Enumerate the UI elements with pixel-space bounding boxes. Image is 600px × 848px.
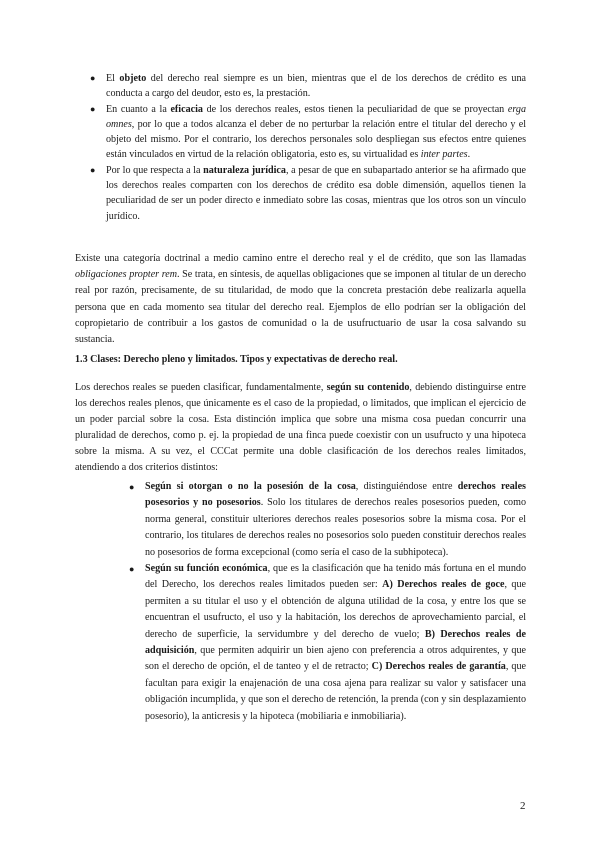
italic-term: obligaciones propter rem bbox=[75, 269, 178, 281]
bold-term: derechos reales posesorios y no posesorios bbox=[145, 481, 526, 509]
list-item bbox=[129, 479, 527, 561]
bold-term: Según si otorgan o no la posesión de la cosa bbox=[145, 481, 356, 492]
text: , que facultan para exigir la enajenación de una cosa ajena para realizar su valor y satisfacer una obligación incumplida, y que son el derecho de retención, la prenda (con y sin desplazamiento posesorio), la anticresis y la hipoteca (mobiliaria e inmobiliaria). bbox=[145, 661, 526, 722]
rights-comparison-list bbox=[90, 71, 527, 224]
text: En cuanto a la bbox=[106, 103, 171, 115]
bold-term: A) Derechos reales de goce bbox=[382, 579, 505, 591]
text: Los derechos reales se pueden clasificar, fundamentalmente, bbox=[75, 382, 327, 393]
text: . Solo los titulares de derechos reales posesorios pueden, como norma general, constituir ulteriores derechos reales posesorios sobre la misma cosa. Por el contrario, los titulares de derechos reales no posesorios solo pueden constituir derechos reales no posesorios de forma excepcional (como sería el caso de la subhipoteca). bbox=[145, 497, 527, 558]
bullet-icon: ● bbox=[129, 564, 135, 575]
bullet-icon: ● bbox=[90, 103, 96, 114]
bullet-icon: ● bbox=[90, 164, 96, 175]
text: , que permiten a su titular el uso y el obtención de alguna utilidad de la cosa, y entre los que se encuentran el usufructo, el uso y la habitación, los derechos de aprovechamiento parcial, el derecho de superficie, la servidumbre y del derecho de vuelo; bbox=[145, 579, 527, 640]
text: Por lo que respecta a la bbox=[106, 164, 204, 176]
text: del derecho real siempre es un bien, mientras que el de los derechos de crédito es una conducta a cargo del deudor, esto es, la prestación. bbox=[106, 73, 526, 100]
classification-paragraph bbox=[75, 380, 526, 477]
list-item bbox=[90, 102, 526, 163]
bullet-icon: ● bbox=[129, 482, 135, 492]
text: , que es la clasificación que ha tenido más fortuna en el mundo del Derecho, los derechos reales limitados pueden ser: bbox=[145, 563, 526, 591]
bold-term: Según su función económica bbox=[145, 563, 268, 575]
italic-term: erga omnes bbox=[106, 103, 526, 130]
text: , distinguiéndose entre bbox=[355, 481, 458, 492]
italic-term: inter partes bbox=[420, 149, 468, 161]
text: , a pesar de que en subapartado anterior se ha afirmado que los derechos reales comparten con los derechos de crédito esa doble dimensión, aquellos tienen la peculiaridad de ser un poder directo e inmediato sobre las cosas, mientras que los otros son un vínculo jurídico. bbox=[106, 164, 527, 222]
propter-rem-paragraph bbox=[75, 251, 526, 348]
list-item bbox=[90, 71, 526, 102]
bold-term: eficacia bbox=[170, 103, 203, 115]
text: , que permiten adquirir un bien ajeno con preferencia a otros adquirentes, y que son el derecho de opción, el de tanteo y el de retracto; bbox=[145, 645, 526, 673]
list-item bbox=[90, 163, 527, 224]
bold-term: objeto bbox=[119, 73, 147, 84]
bullet-icon: ● bbox=[90, 73, 96, 83]
text: , debiendo distinguirse entre los derechos reales plenos, que únicamente es el caso de la propiedad, o limitados, que implican el ejercicio de un poder parcial sobre la cosa. Esta distinción implica que sobre una misma cosa puedan concurrir una pluralidad de derechos, como p. ej. la propiedad de una finca puede coexistir con un usufructo y una hipoteca sobre la misma. A su vez, el CCCat permite una doble clasificación de los derechos reales limitados, atendiendo a dos criterios distintos: bbox=[75, 382, 526, 474]
page-number: 2 bbox=[520, 800, 526, 812]
text: El bbox=[106, 73, 120, 84]
text: de los derechos reales, estos tienen la peculiaridad de que se proyectan bbox=[202, 103, 508, 115]
text: . Se trata, en síntesis, de aquellas obligaciones que se imponen al titular de un derecho real por razón, precisamente, de su titularidad, de modo que la concreta prestación debe realizarla aquella persona que en cada momento sea titular del derecho real. Ejemplos de ello podrían ser la obligación del copropietario de contribuir a los gastos de comunidad o la de usufructuario de usar la cosa salvando su sustancia. bbox=[75, 269, 526, 346]
classification-list bbox=[129, 479, 527, 725]
bold-term: naturaleza jurídica bbox=[203, 164, 286, 176]
bold-term: B) Derechos reales de adquisición bbox=[145, 628, 526, 657]
list-item bbox=[129, 561, 527, 725]
bold-term: según su contenido bbox=[326, 382, 410, 393]
text: Existe una categoría doctrinal a medio camino entre el derecho real y el de crédito, que son las llamadas bbox=[75, 253, 526, 264]
bold-term: C) Derechos reales de garantía bbox=[371, 661, 506, 673]
text: , por lo que a todos alcanza el deber de no perturbar la relación entre el titular del derecho y el objeto del mismo. Por el contrario, los derechos personales solo despliegan sus efectos entre quienes están vinculados en virtud de la relación obligatoria, esto es, su virtualidad es bbox=[106, 118, 526, 161]
text: . bbox=[467, 149, 471, 161]
section-heading: 1.3 Clases: Derecho pleno y limitados. Tipos y expectativas de derecho real. bbox=[75, 354, 398, 365]
